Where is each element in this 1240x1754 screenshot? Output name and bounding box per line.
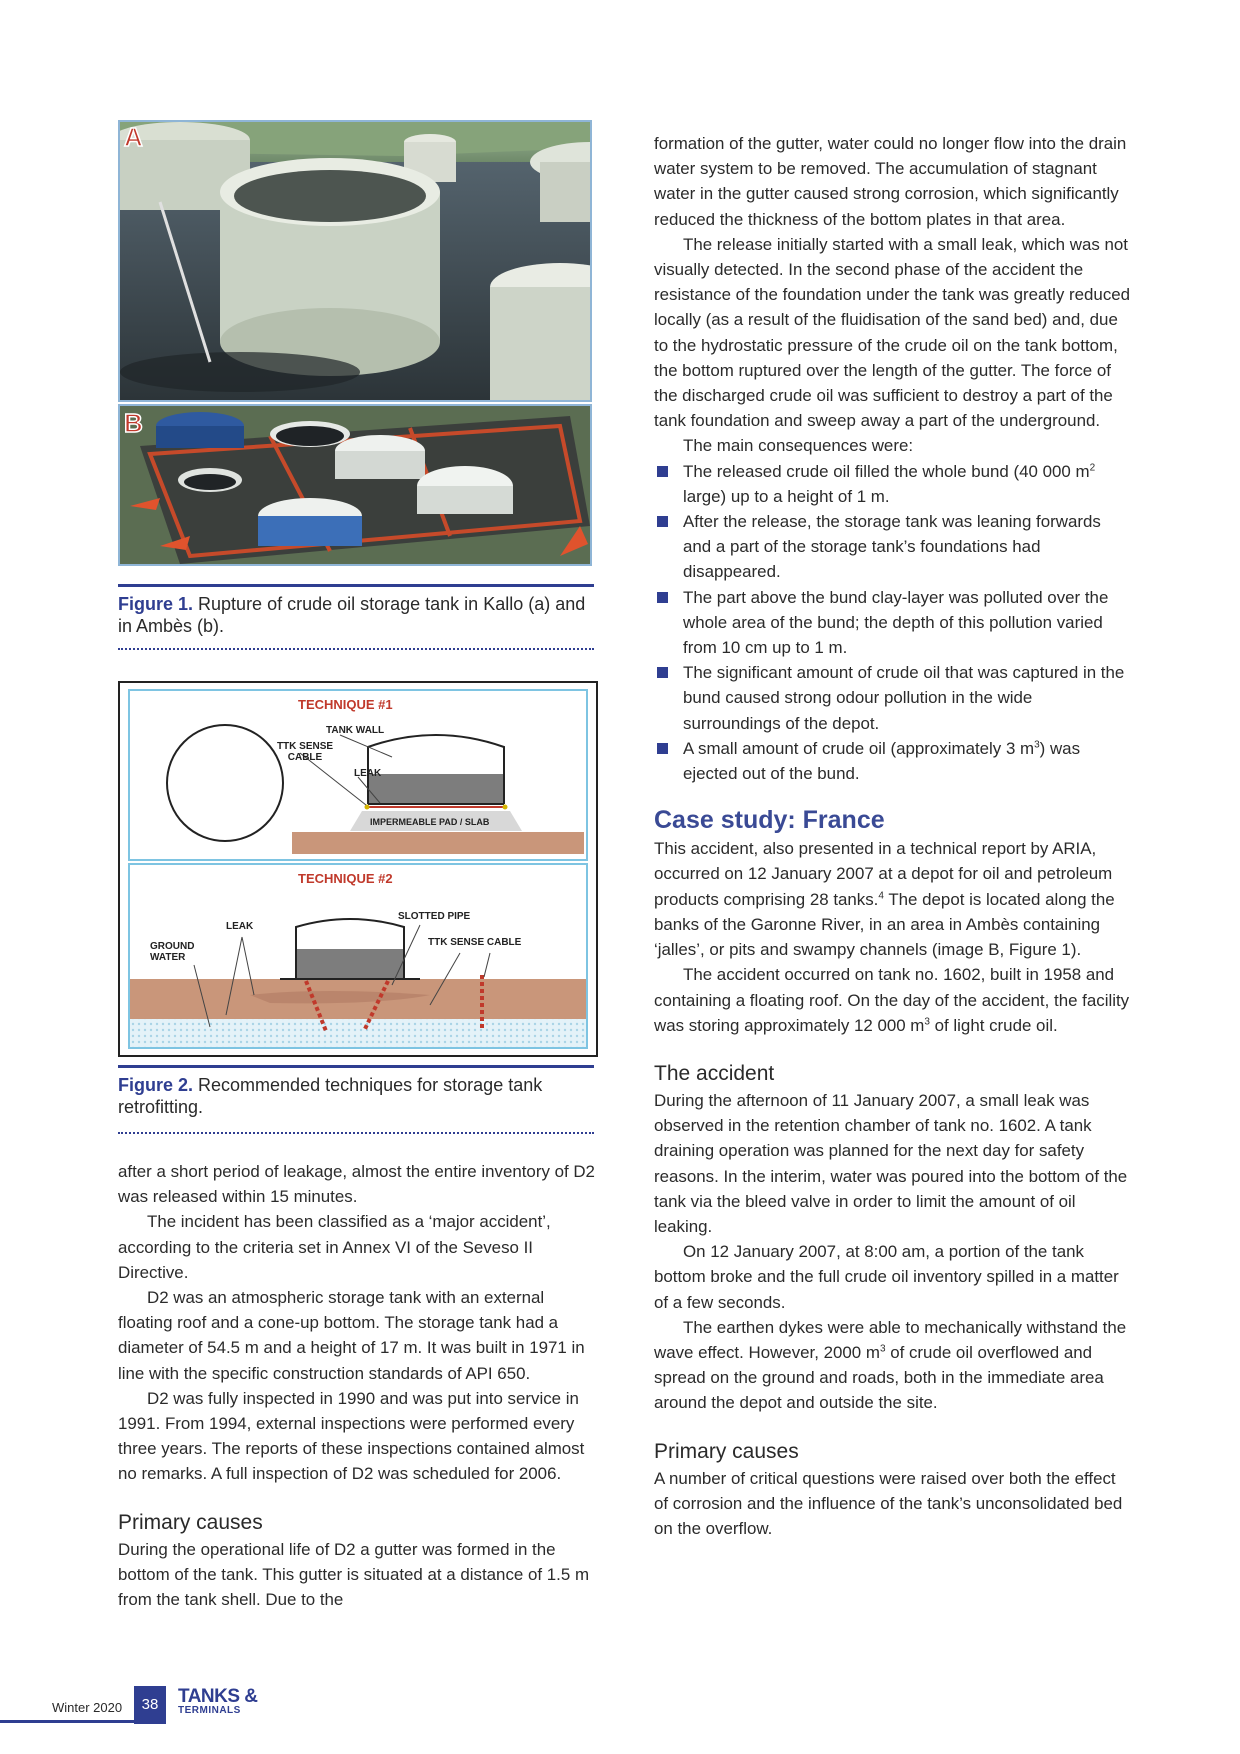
right-paragraph-4: This accident, also presented in a technical report by ARIA, occurred on 12 January 2007 at a depot for oil and petroleum products comprising 28 tanks.$^4$ The depot is located along the banks of the Garonne River, in an area in Ambès containing ‘jalles’, or pits and swampy channels (image B, Figure 1). [654,839,1115,960]
left-heading-primary-causes: Primary causes [118,1510,263,1534]
photo-ambes-illustration [120,406,590,564]
left-paragraph-1: after a short period of leakage, almost the entire inventory of D2 was released within 15 minutes. [118,1162,595,1207]
figure1-caption [118,584,594,637]
technique1-panel [128,689,588,861]
technique2-title: TECHNIQUE #2 [298,871,393,886]
photo-kallo [118,120,592,402]
logo-line-1: TANKS & [178,1686,258,1707]
list-item: The released crude oil filled the whole bund (40 000 $m^2$ large) up to a height of 1 m. [654,459,1132,509]
figure2-diagram [118,681,598,1057]
figure1-divider [118,648,594,650]
photo-label-a: A [124,122,143,152]
right-paragraph-5: The accident occurred on tank no. 1602, built in 1958 and containing a floating roof. On the day of the accident, the facility was storing approximately 12 000 $m^3$ of light crude oil. [654,965,1130,1035]
list-item: The significant amount of crude oil that was captured in the bund caused strong odour pollution in the wide surroundings of the depot. [654,660,1132,736]
ttk-sense-cable-label-2: TTK SENSE CABLE [428,937,522,948]
left-paragraph-3: D2 was an atmospheric storage tank with an external floating roof and a cone-up bottom. The storage tank had a diameter of 54.5 m and a height of 17 m. It was built in 1971 in line with the specific construction standards of API 650. [118,1288,585,1383]
right-paragraph-6: During the afternoon of 11 January 2007, a small leak was observed in the retention chamber of tank no. 1602. A tank draining operation was planned for the next day for safety reasons. In the interim, water was poured into the bottom of the tank via the bleed valve in order to limit the amount of oil leaking. [654,1090,1128,1236]
bullet-square-icon [657,667,668,678]
photo-kallo-illustration [120,122,590,400]
left-paragraph-4: D2 was fully inspected in 1990 and was put into service in 1991. From 1994, external inspections were performed every three years. The reports of these inspections contained almost no remarks. A full inspection of D2 was scheduled for 2006. [118,1388,585,1484]
footer-issue: Winter 2020 [52,1700,123,1715]
tank-wall-label: TANK WALL [326,725,385,736]
right-paragraph-8: The earthen dykes were able to mechanically withstand the wave effect. However, 2000 $m^3$ of crude oil overflowed and spread on the ground and roads, both in the immediate area around the depot and outside the site. [654,1317,1127,1413]
case-study-heading: Case study: France [654,806,885,835]
photo-ambes [118,404,592,566]
leak-label-1: LEAK [354,768,382,779]
left-column-text [118,1159,598,1612]
left-paragraph-2: The incident has been classified as a ‘major accident’, according to the criteria set in Annex VI of the Seveso II Directive. [118,1212,551,1282]
right-heading-primary-causes: Primary causes [654,1439,799,1463]
right-paragraph-9: A number of critical questions were raised over both the effect of corrosion and the influence of the tank’s unconsolidated bed on the overflow. [654,1468,1123,1538]
figure2-caption [118,1065,594,1118]
right-paragraph-7: On 12 January 2007, at 8:00 am, a portion of the tank bottom broke and the full crude oil inventory spilled in a matter of a few seconds. [654,1242,1119,1312]
figure2-caption-text: Recommended techniques for storage tank retrofitting. [118,1075,543,1117]
footer-rule [0,1720,134,1723]
technique1-title: TECHNIQUE #1 [298,697,393,712]
leak-label-2: LEAK [226,921,254,932]
left-paragraph-5: During the operational life of D2 a gutter was formed in the bottom of the tank. This gutter is situated at a distance of 1.5 m from the tank shell. Due to the [118,1539,590,1610]
page-footer [0,1682,300,1722]
right-paragraph-1: formation of the gutter, water could no longer flow into the drain water system to be removed. The accumulation of stagnant water in the gutter caused strong corrosion, which significantly reduced the thickness of the bottom plates in that area. [654,134,1127,229]
list-item: The part above the bund clay-layer was polluted over the whole area of the bund; the depth of this pollution varied from 10 cm up to 1 m. [654,585,1132,661]
slotted-pipe-label: SLOTTED PIPE [398,911,471,922]
figure1-caption-text: Rupture of crude oil storage tank in Kallo (a) and in Ambès (b). [118,594,586,636]
bullet-square-icon [657,592,668,603]
page-number: 38 [134,1686,166,1724]
list-item: A small amount of crude oil (approximately 3 $m^3$) was ejected out of the bund. [654,736,1132,786]
figure1-caption-number: Figure 1. [118,594,194,614]
right-paragraph-3: The main consequences were: [683,436,914,456]
right-paragraph-2: The release initially started with a small leak, which was not visually detected. In the second phase of the accident the resistance of the foundation under the tank was greatly reduced locally (as a result of the fluidisation of the sand bed) and, due to the hydrostatic pressure of the crude oil on the tank bottom, the bottom ruptured over the length of the gutter. The force of the discharged crude oil was sufficient to destroy a part of the tank foundation and sweep away a part of the underground. [654,234,1131,431]
technique2-panel [128,863,588,1049]
consequences-list [654,459,1132,787]
bullet-square-icon [657,743,668,754]
bullet-square-icon [657,466,668,477]
figure2-caption-number: Figure 2. [118,1075,194,1095]
photo-label-b: B [124,408,143,438]
ground-water-label: GROUND WATER [150,941,195,963]
ttk-sense-cable-label: TTK SENSE CABLE [276,741,334,763]
tanks-terminals-logo [178,1688,258,1716]
list-item: After the release, the storage tank was leaning forwards and a part of the storage tank’s foundations had disappeared. [654,509,1132,585]
figure2-divider [118,1132,594,1134]
bullet-square-icon [657,516,668,527]
accident-heading: The accident [654,1061,775,1085]
right-column-text [654,131,1132,1541]
impermeable-pad-label: IMPERMEABLE PAD / SLAB [370,817,490,827]
logo-line-2: TERMINALS [178,1705,241,1716]
